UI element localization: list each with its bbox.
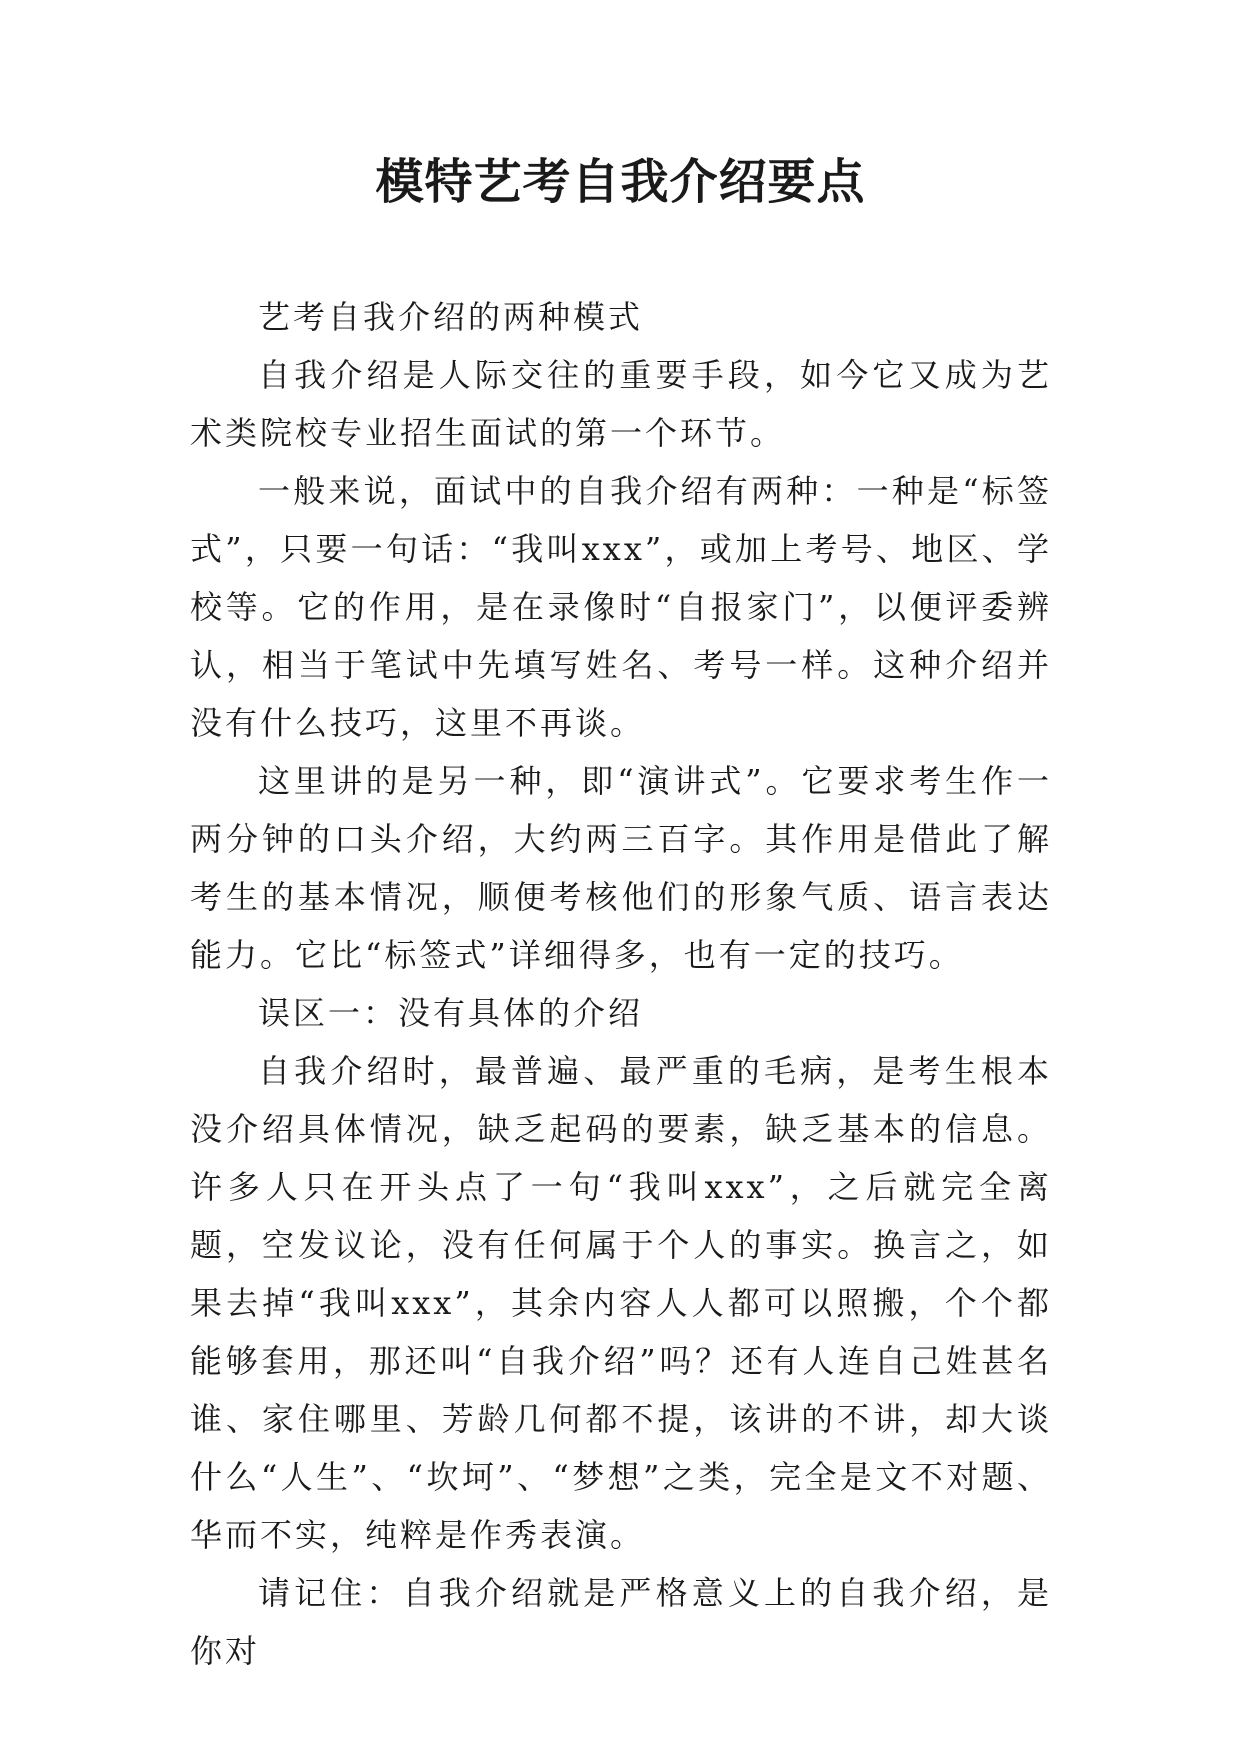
section-heading: 误区一：没有具体的介绍 [258, 994, 644, 1032]
paragraph: 一般来说，面试中的自我介绍有两种：一种是“标签式”，只要一句话：“我叫xxx”，或加上考号、地区、学校等。它的作用，是在录像时“自报家门”，以便评委辨认，相当于笔试中先填写姓名、考号一样。这种介绍并没有什么技巧，这里不再谈。 [190, 472, 1052, 742]
document-body [190, 288, 1052, 1680]
section-heading: 艺考自我介绍的两种模式 [258, 298, 644, 336]
paragraph: 请记住：自我介绍就是严格意义上的自我介绍，是你对 [190, 1574, 1052, 1670]
paragraph: 自我介绍时，最普遍、最严重的毛病，是考生根本没介绍具体情况，缺乏起码的要素，缺乏基本的信息。许多人只在开头点了一句“我叫xxx”，之后就完全离题，空发议论，没有任何属于个人的事实。换言之，如果去掉“我叫xxx”，其余内容人人都可以照搬，个个都能够套用，那还叫“自我介绍”吗？还有人连自己姓甚名谁、家住哪里、芳龄几何都不提，该讲的不讲，却大谈什么“人生”、“坎坷”、“梦想”之类，完全是文不对题、华而不实，纯粹是作秀表演。 [190, 1052, 1052, 1554]
document-title: 模特艺考自我介绍要点 [375, 154, 866, 210]
paragraph: 自我介绍是人际交往的重要手段，如今它又成为艺术类院校专业招生面试的第一个环节。 [190, 356, 1052, 452]
paragraph: 这里讲的是另一种，即“演讲式”。它要求考生作一两分钟的口头介绍，大约两三百字。其作用是借此了解考生的基本情况，顺便考核他们的形象气质、语言表达能力。它比“标签式”详细得多，也有一定的技巧。 [190, 762, 1052, 974]
